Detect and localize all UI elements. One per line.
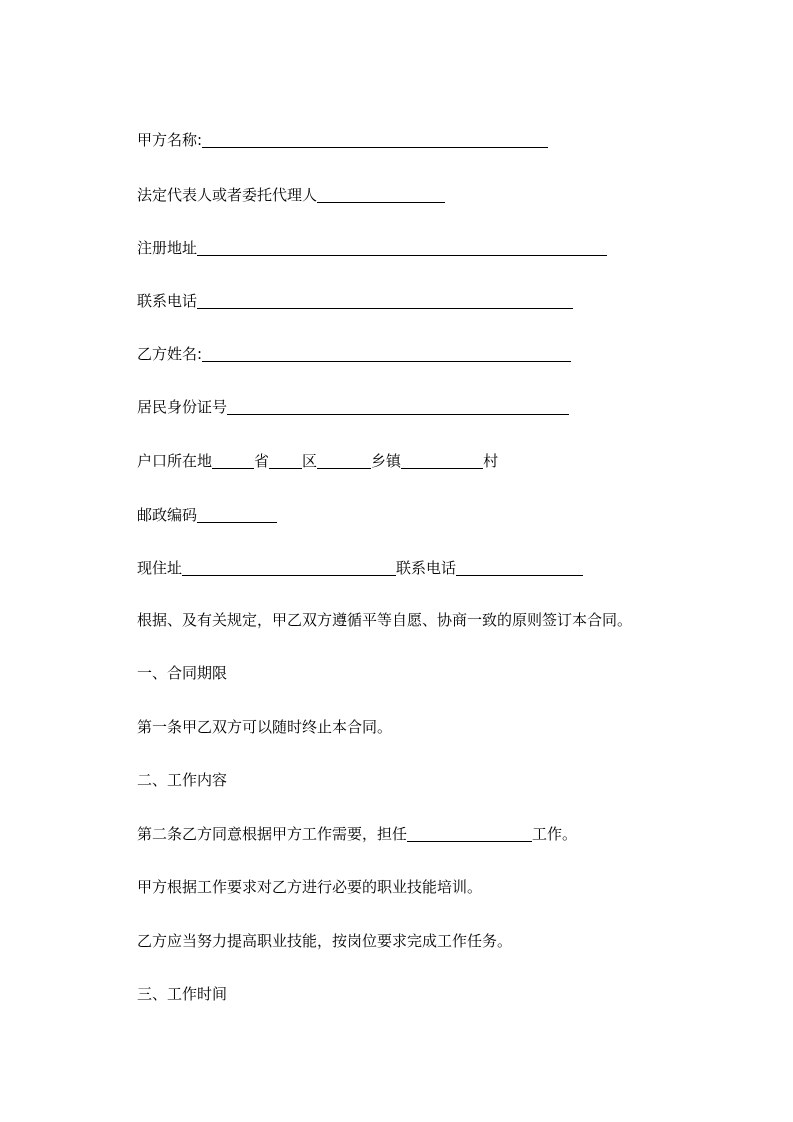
preamble-text: 根据、及有关规定，甲乙双方遵循平等自愿、协商一致的原则签订本合同。 [137,611,633,629]
hukou-district-label: 区 [302,452,318,470]
article2-paragraph [137,824,577,844]
reg-address-row [137,238,607,258]
article2-suffix: 工作。 [532,825,578,843]
party-a-name-blank[interactable] [202,132,548,148]
current-address-blank[interactable] [182,560,396,576]
section2-heading [137,770,227,790]
section3-heading [137,984,227,1004]
hukou-province-blank[interactable] [212,453,254,469]
section1-heading-text: 一、合同期限 [137,664,228,682]
hukou-row [137,451,498,471]
hukou-province-label: 省 [254,452,270,470]
section1-heading [137,663,227,683]
hukou-village-blank[interactable] [401,453,483,469]
id-number-blank[interactable] [227,399,569,415]
reg-address-blank[interactable] [197,240,607,256]
section2-heading-text: 二、工作内容 [137,771,228,789]
party-b-name-label: 乙方姓名: [137,345,203,363]
article1-text: 第一条甲乙双方可以随时终止本合同。 [137,718,393,736]
party-a-phone-label: 联系电话 [137,292,198,310]
id-number-label: 居民身份证号 [137,398,228,416]
hukou-district-blank[interactable] [269,453,302,469]
legal-rep-label: 法定代表人或者委托代理人 [137,186,318,204]
legal-rep-blank[interactable] [317,187,445,203]
party-b-name-blank[interactable] [202,346,571,362]
reg-address-label: 注册地址 [137,239,198,257]
preamble-paragraph [137,610,632,630]
party-b-name-row [137,344,571,364]
job-title-blank[interactable] [407,826,532,842]
hukou-town-label: 乡镇 [371,452,402,470]
duty-text: 乙方应当努力提高职业技能，按岗位要求完成工作任务。 [137,932,513,950]
postal-code-blank[interactable] [197,507,277,523]
postal-code-label: 邮政编码 [137,506,198,524]
postal-code-row [137,505,277,525]
party-b-phone-label: 联系电话 [396,559,457,577]
duty-paragraph [137,931,512,951]
training-text: 甲方根据工作要求对乙方进行必要的职业技能培训。 [137,878,483,896]
id-number-row [137,397,569,417]
hukou-village-label: 村 [483,452,499,470]
party-a-name-label: 甲方名称: [137,131,203,149]
article2-prefix: 第二条乙方同意根据甲方工作需要，担任 [137,825,408,843]
section3-heading-text: 三、工作时间 [137,985,228,1003]
party-b-phone-blank[interactable] [456,560,583,576]
current-address-label: 现住址 [137,559,183,577]
hukou-label: 户口所在地 [137,452,213,470]
current-address-row [137,558,583,578]
article1-paragraph [137,717,392,737]
party-a-name-row [137,130,548,150]
party-a-phone-row [137,291,573,311]
party-a-phone-blank[interactable] [197,293,573,309]
legal-rep-row [137,185,445,205]
hukou-town-blank[interactable] [317,453,371,469]
training-paragraph [137,877,482,897]
